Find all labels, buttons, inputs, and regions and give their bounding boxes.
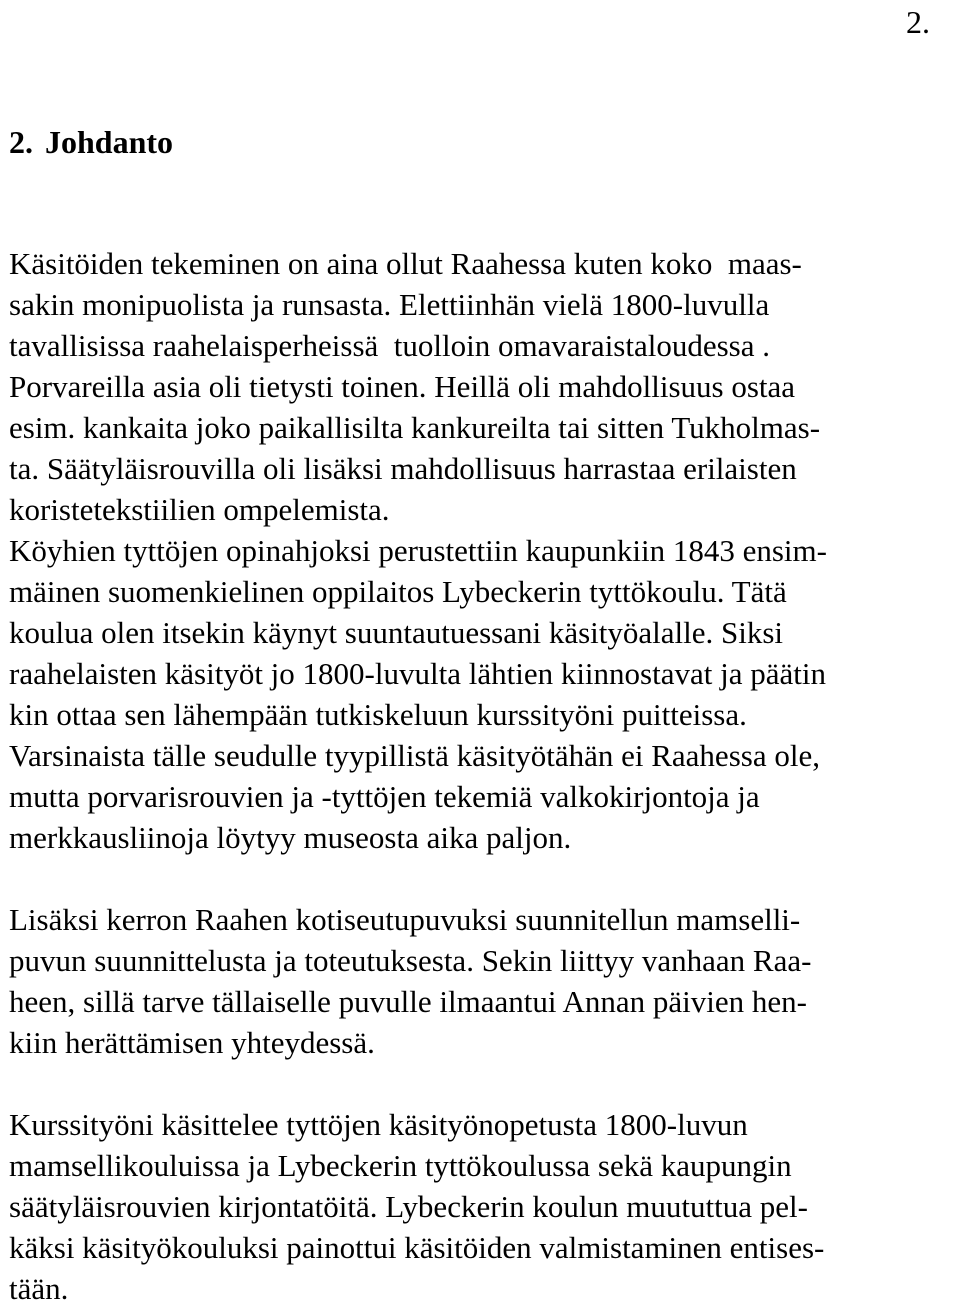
text-line: Lisäksi kerron Raahen kotiseutupuvuksi suunnitellun mamselli- [9, 902, 801, 937]
text-line: merkkausliinoja löytyy museosta aika paljon. [9, 820, 572, 855]
text-line: mäinen suomenkielinen oppilaitos Lybeckerin tyttökoulu. Tätä [9, 574, 787, 609]
text-line: puvun suunnittelusta ja toteutuksesta. Sekin liittyy vanhaan Raa- [9, 943, 812, 978]
text-line: heen, sillä tarve tällaiselle puvulle ilmaantui Annan päivien hen- [9, 984, 807, 1019]
text-line: kin ottaa sen lähempään tutkiskeluun kurssityöni puitteissa. [9, 697, 747, 732]
text-line: säätyläisrouvien kirjontatöitä. Lybeckerin koulun muututtua pel- [9, 1189, 808, 1224]
text-line: Käsitöiden tekeminen on aina ollut Raahessa kuten koko maas- [9, 246, 802, 281]
text-line: raahelaisten käsityöt jo 1800-luvulta lähtien kiinnostavat ja päätin [9, 656, 826, 691]
text-line: sakin monipuolista ja runsasta. Elettiinhän vielä 1800-luvulla [9, 287, 770, 322]
text-line: Porvareilla asia oli tietysti toinen. Heillä oli mahdollisuus ostaa [9, 369, 796, 404]
text-line: mutta porvarisrouvien ja -tyttöjen tekemiä valkokirjontoja ja [9, 779, 760, 814]
text-line: tään. [9, 1271, 69, 1306]
heading-number: 2. [9, 124, 33, 160]
text-line: ta. Säätyläisrouvilla oli lisäksi mahdollisuus harrastaa erilaisten [9, 451, 797, 486]
text-line: Varsinaista tälle seudulle tyypillistä käsityötähän ei Raahessa ole, [9, 738, 820, 773]
text-line: Köyhien tyttöjen opinahjoksi perustettiin kaupunkiin 1843 ensim- [9, 533, 827, 568]
heading-title: Johdanto [45, 124, 174, 160]
text-line: Kurssityöni käsittelee tyttöjen käsityönopetusta 1800-luvun [9, 1107, 748, 1142]
text-line: koulua olen itsekin käynyt suuntautuessani käsityöalalle. Siksi [9, 615, 784, 650]
section-heading [9, 120, 173, 164]
text-line: kiin herättämisen yhteydessä. [9, 1025, 375, 1060]
page-number: 2. [906, 4, 930, 40]
text-line: käksi käsityökouluksi painottui käsitöiden valmistaminen entises- [9, 1230, 825, 1265]
text-line: tavallisissa raahelaisperheissä tuolloin omavaraistaloudessa . [9, 328, 770, 363]
text-line: koristetekstiilien ompelemista. [9, 492, 390, 527]
text-line: esim. kankaita joko paikallisilta kankureilta tai sitten Tukholmas- [9, 410, 821, 445]
text-line: mamsellikouluissa ja Lybeckerin tyttökoulussa sekä kaupungin [9, 1148, 792, 1183]
